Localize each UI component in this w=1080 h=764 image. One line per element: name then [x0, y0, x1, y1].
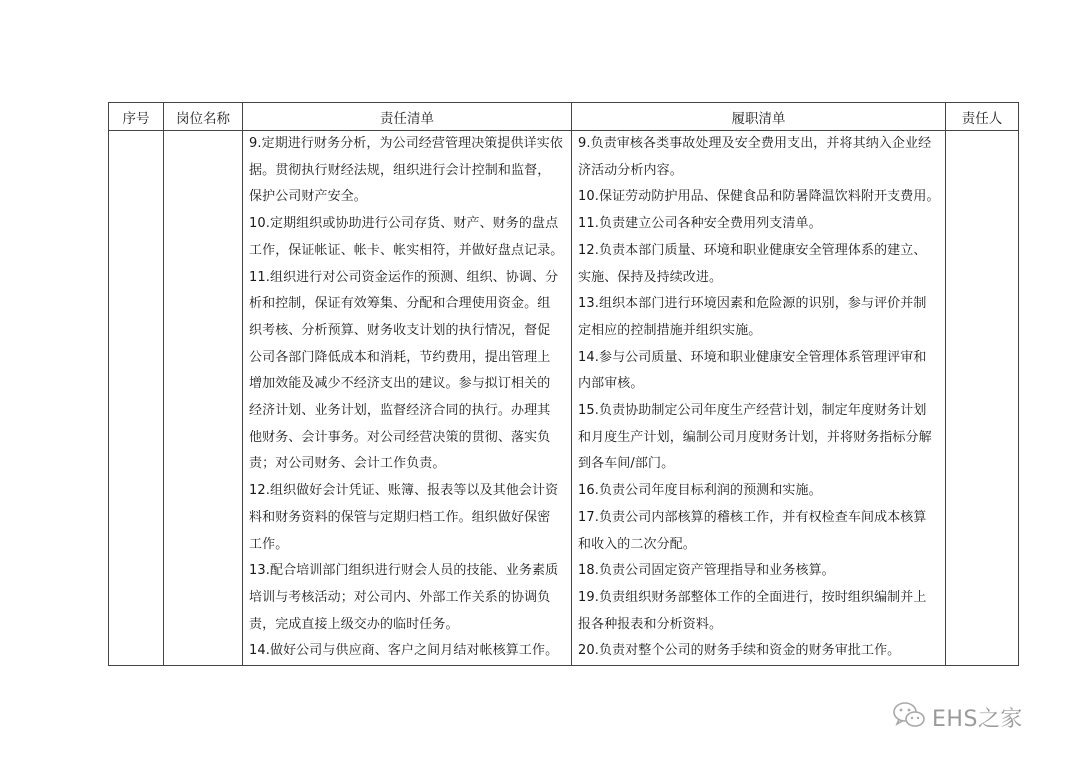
duty-line: 13.配合培训部门组织进行财会人员的技能、业务素质: [249, 563, 559, 579]
duty-line: 责；对公司财务、会计工作负责。: [249, 456, 446, 472]
duty-list-cell: [243, 131, 572, 666]
duty-line: 公司各部门降低成本和消耗，节约费用，提出管理上: [249, 349, 551, 365]
perform-line: 11.负责建立公司各种安全费用列支清单。: [578, 216, 822, 232]
perform-line: 定相应的控制措施并组织实施。: [578, 322, 762, 338]
watermark-text: EHS之家: [932, 706, 1023, 732]
duty-table: [108, 102, 1019, 666]
duty-line: 责，完成直接上级交办的临时任务。: [249, 616, 459, 632]
duty-list: [243, 131, 571, 665]
perform-line: 10.保证劳动防护用品、保健食品和防暑降温饮料附开支费用。: [578, 189, 940, 205]
duty-line: 析和控制，保证有效筹集、分配和合理使用资金。组: [249, 296, 551, 312]
watermark: [892, 700, 1023, 734]
perform-line: 报各种报表和分析资料。: [578, 616, 723, 632]
perform-line: 到各车间/部门。: [578, 456, 675, 472]
duty-line: 保护公司财产安全。: [249, 189, 367, 205]
perform-line: 和月度生产计划，编制公司月度财务计划，并将财务指标分解: [578, 429, 932, 445]
owner-cell: [946, 131, 1019, 666]
perform-line: 和收入的二次分配。: [578, 536, 696, 552]
perform-list: [572, 131, 945, 665]
header-duty-list: 责任清单: [243, 103, 572, 131]
header-perform-list: 履职清单: [572, 103, 946, 131]
post-cell: [164, 131, 243, 666]
perform-line: 18.负责公司固定资产管理指导和业务核算。: [578, 563, 835, 579]
perform-line: 济活动分析内容。: [578, 162, 683, 178]
perform-line: 16.负责公司年度目标利润的预测和实施。: [578, 483, 822, 499]
duty-line: 工作。: [249, 536, 289, 552]
perform-line: 实施、保持及持续改进。: [578, 269, 723, 285]
header-owner: 责任人: [946, 103, 1019, 131]
duty-line: 培训与考核活动；对公司内、外部工作关系的协调负: [249, 589, 551, 605]
perform-line: 17.负责公司内部核算的稽核工作，并有权检查车间成本核算: [578, 509, 927, 525]
duty-line: 工作，保证帐证、帐卡、帐实相符，并做好盘点记录。: [249, 242, 564, 258]
perform-line: 9.负责审核各类事故处理及安全费用支出，并将其纳入企业经: [578, 136, 932, 151]
duty-line: 10.定期组织或协助进行公司存货、财产、财务的盘点: [249, 216, 559, 232]
duty-line: 料和财务资料的保管与定期归档工作。组织做好保密: [249, 509, 551, 525]
seq-cell: [109, 131, 164, 666]
duty-line: 他财务、会计事务。对公司经营决策的贯彻、落实负: [249, 429, 551, 445]
duty-line: 据。贯彻执行财经法规，组织进行会计控制和监督，: [249, 162, 551, 178]
duty-line: 14.做好公司与供应商、客户之间月结对帐核算工作。: [249, 643, 559, 659]
wechat-icon: [892, 700, 926, 734]
table-row: [109, 131, 1019, 666]
perform-list-cell: [572, 131, 946, 666]
header-seq: 序号: [109, 103, 164, 131]
duty-line: 9.定期进行财务分析，为公司经营管理决策提供详实依: [249, 136, 563, 151]
perform-line: 15.负责协助制定公司年度生产经营计划，制定年度财务计划: [578, 403, 927, 419]
duty-line: 11.组织进行对公司资金运作的预测、组织、协调、分: [249, 269, 559, 285]
perform-line: 14.参与公司质量、环境和职业健康安全管理体系管理评审和: [578, 349, 927, 365]
header-post: 岗位名称: [164, 103, 243, 131]
duty-line: 织考核、分析预算、财务收支计划的执行情况，督促: [249, 322, 551, 338]
duty-line: 经济计划、业务计划，监督经济合同的执行。办理其: [249, 403, 551, 419]
perform-line: 13.组织本部门进行环境因素和危险源的识别，参与评价并制: [578, 296, 927, 312]
header-row: [109, 103, 1019, 131]
perform-line: 20.负责对整个公司的财务手续和资金的财务审批工作。: [578, 643, 901, 659]
duty-line: 增加效能及减少不经济支出的建议。参与拟订相关的: [249, 376, 551, 392]
perform-line: 内部审核。: [578, 376, 644, 392]
perform-line: 19.负责组织财务部整体工作的全面进行，按时组织编制并上: [578, 589, 927, 605]
perform-line: 12.负责本部门质量、环境和职业健康安全管理体系的建立、: [578, 242, 927, 258]
duty-line: 12.组织做好会计凭证、账簿、报表等以及其他会计资: [249, 483, 559, 499]
